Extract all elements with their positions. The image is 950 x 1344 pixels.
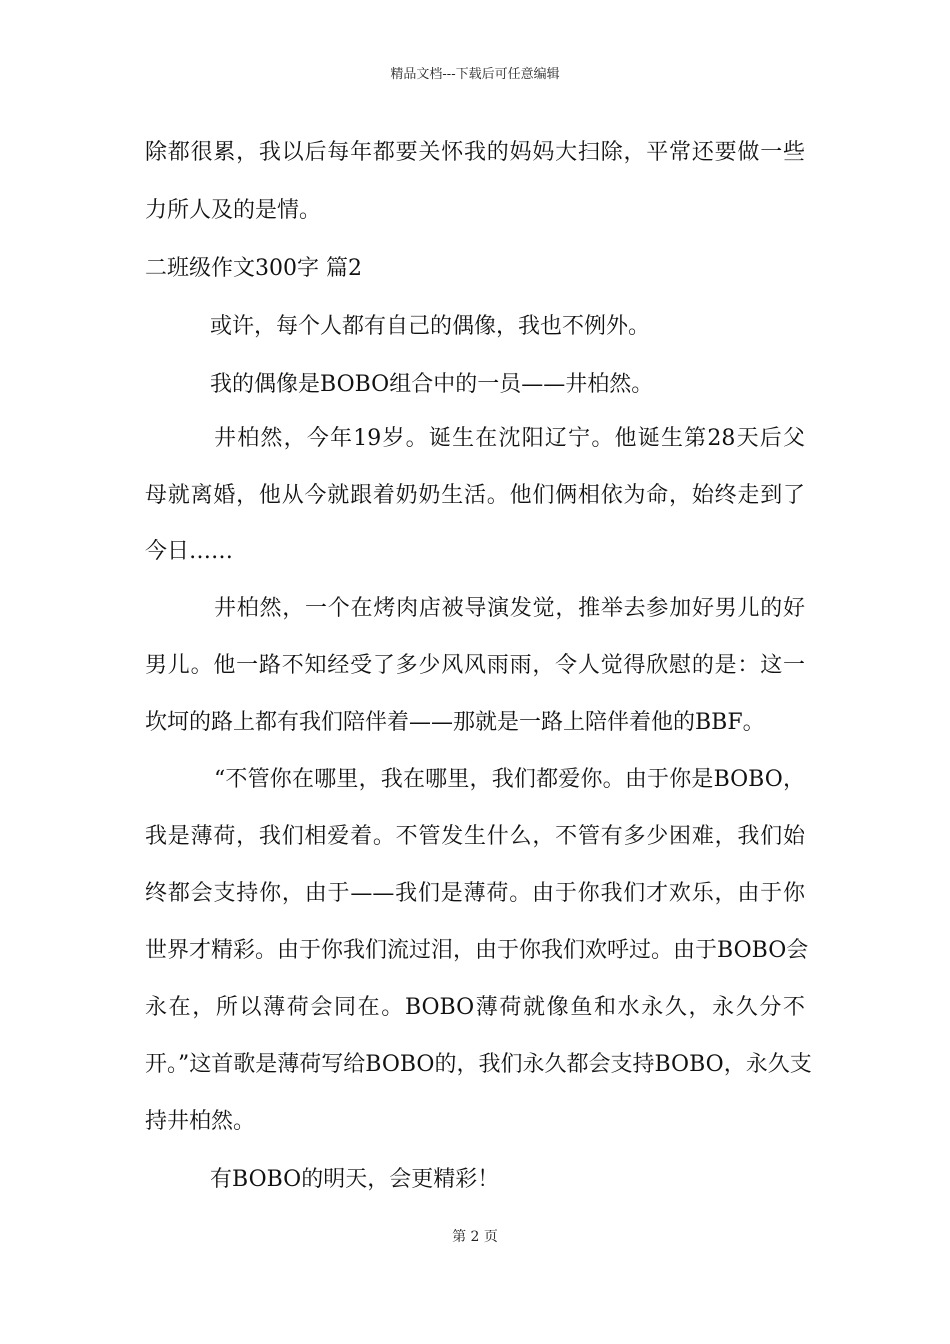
body-line: 我是薄荷，我们相爱着。不管发生什么，不管有多少困难，我们始 bbox=[145, 824, 805, 849]
body-line: 有BOBO的明天，会更精彩！ bbox=[210, 1167, 500, 1192]
body-line: 终都会支持你，由于——我们是薄荷。由于你我们才欢乐，由于你 bbox=[145, 881, 805, 906]
section-heading: 二班级作文300字 篇2 bbox=[145, 256, 362, 281]
body-line: 持井柏然。 bbox=[145, 1109, 256, 1134]
body-line: 男儿。他一路不知经受了多少风风雨雨，令人觉得欣慰的是：这一 bbox=[145, 653, 805, 678]
body-line: 或许，每个人都有自己的偶像，我也不例外。 bbox=[210, 314, 651, 339]
body-line: 除都很累，我以后每年都要关怀我的妈妈大扫除，平常还要做一些 bbox=[145, 140, 805, 165]
body-line: 世界才精彩。由于你我们流过泪，由于你我们欢呼过。由于BOBO会 bbox=[145, 938, 809, 963]
body-line: 力所人及的是情。 bbox=[145, 198, 322, 223]
body-line: “不管你在哪里，我在哪里，我们都爱你。由于你是BOBO， bbox=[214, 767, 805, 792]
body-line: 永在，所以薄荷会同在。BOBO薄荷就像鱼和水永久，永久分不 bbox=[145, 995, 805, 1020]
body-line: 今日…… bbox=[145, 539, 234, 564]
body-line: 开。”这首歌是薄荷写给BOBO的，我们永久都会支持BOBO，永久支 bbox=[145, 1052, 812, 1077]
body-line: 坎坷的路上都有我们陪伴着——那就是一路上陪伴着他的BBF。 bbox=[145, 710, 765, 735]
page-number: 第 2 页 bbox=[452, 1229, 498, 1245]
body-line: 母就离婚，他从今就跟着奶奶生活。他们俩相依为命，始终走到了 bbox=[145, 483, 805, 508]
body-line: 我的偶像是BOBO组合中的一员——井柏然。 bbox=[210, 372, 654, 397]
page-header: 精品文档---下载后可任意编辑 bbox=[390, 67, 560, 82]
body-line: 井柏然，今年19岁。诞生在沈阳辽宁。他诞生第28天后父 bbox=[214, 426, 805, 451]
body-line: 井柏然，一个在烤肉店被导演发觉，推举去参加好男儿的好 bbox=[214, 596, 805, 621]
